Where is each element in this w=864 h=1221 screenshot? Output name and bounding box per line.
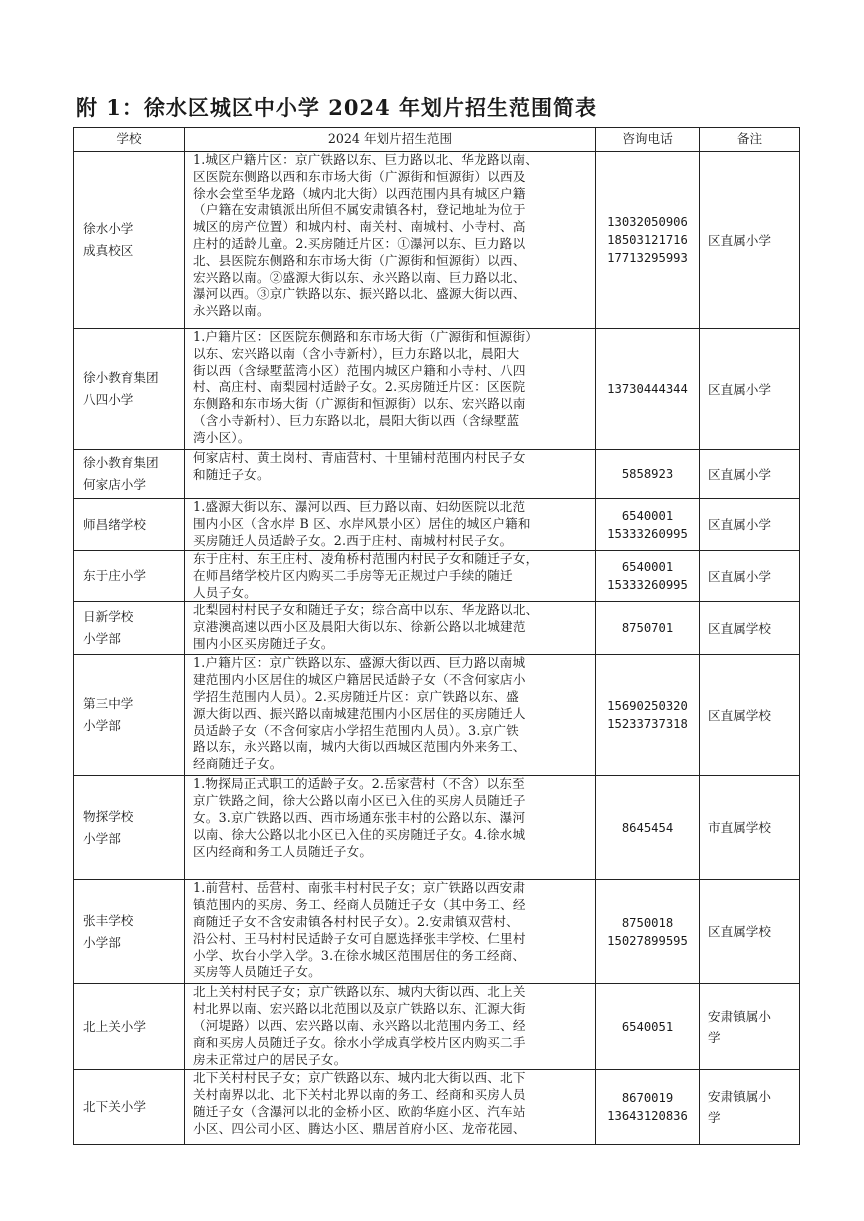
phone-cell <box>596 602 700 655</box>
school-text: 徐小教育集团 <box>83 370 159 385</box>
phone-text: 6540051 <box>621 1019 674 1034</box>
phone-text: 13643120836 <box>607 1109 688 1124</box>
school-text: 北下关小学 <box>83 1099 146 1115</box>
note-text: 市直属学校 <box>708 820 771 836</box>
note-text: 安肃镇属小 <box>708 1089 771 1105</box>
table-row <box>74 984 800 1070</box>
school-cell <box>74 880 185 984</box>
phone-text: 17713295993 <box>607 251 688 265</box>
scope-text: （含小寺新村）、巨力东路以北，晨阳大街以西（含绿墅蓝 <box>193 412 520 428</box>
phone-text: 8750701 <box>621 621 674 636</box>
scope-text: 镇范围内的买房、务工、经商人员随迁子女（其中务工、经 <box>193 897 526 913</box>
scope-text: 和随迁子女。 <box>193 466 270 482</box>
phone-text: 15690250320 <box>607 699 688 714</box>
school-cell <box>74 984 185 1070</box>
phone-cell <box>596 1070 700 1145</box>
table-row <box>74 602 800 655</box>
note-text: 区直属小学 <box>708 568 771 584</box>
note-text: 区直属小学 <box>708 466 771 482</box>
scope-text: 员适龄子女（不含何家店小学招生范围内人员）。3.京广铁 <box>193 722 519 738</box>
scope-text: 建范围内小区居住的城区户籍居民适龄子女（不含何家店小 <box>193 672 526 688</box>
phone-cell <box>596 776 700 880</box>
school-text: 八四小学 <box>83 392 134 407</box>
scope-cell <box>185 602 596 655</box>
scope-text: 围内小区（含水岸 B 区、水岸风景小区）居住的城区户籍和 <box>193 515 531 531</box>
scope-text: 京港澳高速以西小区及晨阳大街以东、徐新公路以北城建范 <box>193 619 526 635</box>
note-text: 学 <box>708 1029 721 1045</box>
scope-text: 村、高庄村、南梨园村适龄子女。2.买房随迁片区：区医院 <box>193 379 526 395</box>
table-row <box>74 880 800 984</box>
note-text: 安肃镇属小 <box>708 1008 771 1024</box>
scope-text: 北梨园村村民子女和随迁子女；综合高中以东、华龙路以北、 <box>193 602 539 618</box>
table-body <box>74 152 800 1145</box>
phone-text: 15233737318 <box>607 717 688 732</box>
note-cell <box>700 329 800 450</box>
scope-text: 京广铁路之间，徐大公路以南小区已入住的买房人员随迁子 <box>193 793 526 809</box>
scope-text: 买房随迁人员适龄子女。2.西于庄村、南城村村民子女。 <box>193 532 513 548</box>
note-text: 区直属学校 <box>708 924 771 940</box>
school-cell <box>74 450 185 499</box>
scope-text: 1.城区户籍片区：京广铁路以东、巨力路以北、华龙路以南、 <box>193 152 539 167</box>
scope-text: 关村南界以北、北下关村北界以南的务工、经商和买房人员 <box>193 1087 526 1103</box>
school-text: 小学部 <box>83 631 121 647</box>
scope-cell <box>185 880 596 984</box>
scope-text: 街以西（含绿墅蓝湾小区）范围内城区户籍和小寺村、八四 <box>193 362 526 378</box>
school-cell <box>74 655 185 776</box>
school-cell <box>74 1070 185 1145</box>
scope-text: 北上关村村民子女；京广铁路以东、城内大街以西、北上关 <box>193 984 526 1000</box>
note-cell <box>700 1070 800 1145</box>
scope-text: 商随迁子女不含安肃镇各村村民子女）。2.安肃镇双营村、 <box>193 913 519 929</box>
school-text: 师昌绪学校 <box>83 516 146 532</box>
phone-text: 5858923 <box>621 467 674 481</box>
scope-text: 东于庄村、东王庄村、凌角桥村范围内村民子女和随迁子女， <box>193 551 539 566</box>
scope-text: 1.前营村、岳营村、南张丰村村民子女；京广铁路以西安肃 <box>193 880 526 896</box>
school-cell <box>74 776 185 880</box>
scope-text: 源大街以西、振兴路以南城建范围内小区居住的买房随迁人 <box>193 705 526 721</box>
table-row <box>74 450 800 499</box>
scope-text: 湾小区）。 <box>193 429 251 445</box>
enrollment-table <box>73 127 800 1145</box>
phone-cell <box>596 984 700 1070</box>
scope-text: 庄村的适龄儿童。2.买房随迁片区：①瀑河以东、巨力路以 <box>193 235 526 251</box>
scope-text: 以南、徐大公路以北小区已入住的买房随迁子女。4.徐水城 <box>193 826 526 842</box>
phone-text: 6540001 <box>621 508 674 523</box>
table-row <box>74 1070 800 1145</box>
phone-cell <box>596 329 700 450</box>
scope-text: 路以东，永兴路以南，城内大街以西城区范围内外来务工、 <box>193 739 526 755</box>
scope-text: 买房等人员随迁子女。 <box>193 964 321 980</box>
table-row <box>74 551 800 602</box>
note-cell <box>700 551 800 602</box>
note-cell <box>700 152 800 329</box>
scope-text: 区医院东侧路以西和东市场大街（广源街和恒源街）以西及 <box>193 168 526 184</box>
page-title: 附 1：徐水区城区中小学 2024 年划片招生范围简表 <box>76 95 597 120</box>
scope-text: 小学、坎台小学入学。3.在徐水城区范围居住的务工经商、 <box>193 947 526 963</box>
school-text: 物探学校 <box>83 808 134 824</box>
scope-text: 随迁子女（含瀑河以北的金桥小区、欧韵华庭小区、汽车站 <box>193 1103 526 1119</box>
scope-text: 村北界以南、宏兴路以北范围以及京广铁路以东、汇源大街 <box>193 1001 526 1017</box>
table-header-row <box>74 128 800 152</box>
note-cell <box>700 880 800 984</box>
phone-text: 8645454 <box>621 820 674 835</box>
table-row <box>74 152 800 329</box>
note-text: 区直属小学 <box>708 232 771 248</box>
phone-text: 15333260995 <box>607 526 688 541</box>
scope-cell <box>185 655 596 776</box>
school-text: 何家店小学 <box>83 477 146 492</box>
note-text: 区直属小学 <box>708 381 771 397</box>
phone-cell <box>596 450 700 499</box>
school-text: 张丰学校 <box>83 912 134 928</box>
school-text: 徐水小学 <box>83 221 134 236</box>
scope-text: 东侧路和东市场大街（广源街和恒源街）以东、宏兴路以南 <box>193 396 526 412</box>
school-text: 小学部 <box>83 718 121 734</box>
school-cell <box>74 152 185 329</box>
school-text: 日新学校 <box>83 609 134 625</box>
school-cell <box>74 499 185 551</box>
phone-text: 15333260995 <box>607 578 688 593</box>
note-text: 学 <box>708 1110 721 1126</box>
table-row <box>74 329 800 450</box>
scope-cell <box>185 984 596 1070</box>
scope-text: 区内经商和务工人员随迁子女。 <box>193 843 373 859</box>
note-text: 区直属学校 <box>708 707 771 723</box>
school-cell <box>74 602 185 655</box>
school-text: 东于庄小学 <box>83 568 146 584</box>
note-text: 区直属小学 <box>708 517 771 532</box>
note-cell <box>700 984 800 1070</box>
scope-text: 学招生范围内人员）。2.买房随迁片区：京广铁路以东、盛 <box>193 688 519 704</box>
note-cell <box>700 655 800 776</box>
phone-cell <box>596 499 700 551</box>
scope-cell <box>185 152 596 329</box>
scope-text: 房未正常过户的居民子女。 <box>193 1051 347 1067</box>
phone-text: 8670019 <box>621 1091 674 1106</box>
note-cell <box>700 450 800 499</box>
phone-cell <box>596 655 700 776</box>
scope-text: 围内小区买房随迁子女。 <box>193 635 334 651</box>
scope-cell <box>185 329 596 450</box>
phone-text: 8750018 <box>621 915 674 930</box>
scope-cell <box>185 776 596 880</box>
note-cell <box>700 602 800 655</box>
scope-text: 小区、四公司小区、腾达小区、鼎居首府小区、龙帝花园、 <box>193 1120 526 1136</box>
scope-text: 永兴路以南。 <box>193 303 270 319</box>
school-cell <box>74 329 185 450</box>
scope-text: 人员子女。 <box>193 584 257 600</box>
scope-text: 徐水会堂至华龙路（城内北大街）以西范围内具有城区户籍 <box>193 185 526 201</box>
phone-cell <box>596 152 700 329</box>
scope-text: 沿公村、王马村村民适龄子女可自愿选择张丰学校、仁里村 <box>193 930 526 946</box>
phone-text: 18503121716 <box>607 233 688 247</box>
table-row <box>74 655 800 776</box>
scope-text: 1.盛源大街以东、瀑河以西、巨力路以南、妇幼医院以北范 <box>193 499 526 514</box>
scope-text: 商和买房人员随迁子女。徐水小学成真学校片区内购买二手 <box>193 1034 526 1050</box>
scope-text: 在师昌绪学校片区内购买二手房等无正规过户手续的随迁 <box>193 567 513 583</box>
scope-text: （户籍在安肃镇派出所但不属安肃镇各村，登记地址为位于 <box>193 202 526 218</box>
scope-text: 宏兴路以南。②盛源大街以东、永兴路以南、巨力路以北、 <box>193 269 526 285</box>
phone-text: 6540001 <box>621 560 674 575</box>
phone-text: 15027899595 <box>607 933 688 948</box>
scope-text: 1.户籍片区：京广铁路以东、盛源大街以西、巨力路以南城 <box>193 655 526 671</box>
phone-cell <box>596 880 700 984</box>
header-school: 学校 <box>74 128 185 152</box>
note-text: 区直属学校 <box>708 620 771 636</box>
scope-text: 城区的房产位置）和城内村、南关村、南城村、小寺村、高 <box>193 219 526 235</box>
school-text: 小学部 <box>83 934 121 950</box>
scope-text: 1.户籍片区：区医院东侧路和东市场大街（广源街和恒源街） <box>193 329 539 344</box>
phone-text: 13032050906 <box>607 215 688 229</box>
table-row <box>74 776 800 880</box>
scope-text: 以东、宏兴路以南（含小寺新村），巨力东路以北，晨阳大 <box>193 345 520 361</box>
note-cell <box>700 499 800 551</box>
school-text: 成真校区 <box>83 243 134 258</box>
scope-text: 女。3.京广铁路以西、西市场通东张丰村的公路以东、瀑河 <box>193 809 526 825</box>
school-text: 北上关小学 <box>83 1018 146 1034</box>
scope-cell <box>185 450 596 499</box>
scope-text: （河堤路）以西、宏兴路以南、永兴路以北范围内务工、经 <box>193 1017 526 1033</box>
school-text: 小学部 <box>83 830 121 846</box>
scope-text: 瀑河以西。③京广铁路以东、振兴路以北、盛源大街以西、 <box>193 286 526 302</box>
scope-text: 北、县医院东侧路和东市场大街（广源街和恒源街）以西、 <box>193 252 526 268</box>
scope-cell <box>185 551 596 602</box>
scope-text: 1.物探局正式职工的适龄子女。2.岳家营村（不含）以东至 <box>193 776 525 792</box>
scope-text: 经商随迁子女。 <box>193 756 283 772</box>
header-note: 备注 <box>700 128 800 152</box>
scope-cell <box>185 499 596 551</box>
header-phone: 咨询电话 <box>596 128 700 152</box>
header-scope: 2024 年划片招生范围 <box>185 128 596 152</box>
school-text: 第三中学 <box>83 696 134 712</box>
note-cell <box>700 776 800 880</box>
scope-text: 北下关村村民子女；京广铁路以东、城内北大街以西、北下 <box>193 1070 526 1086</box>
scope-cell <box>185 1070 596 1145</box>
phone-text: 13730444344 <box>607 382 688 396</box>
phone-cell <box>596 551 700 602</box>
scope-text: 何家店村、黄土岗村、青庙营村、十里铺村范围内村民子女 <box>193 450 526 465</box>
school-cell <box>74 551 185 602</box>
school-text: 徐小教育集团 <box>83 455 159 470</box>
table-row <box>74 499 800 551</box>
